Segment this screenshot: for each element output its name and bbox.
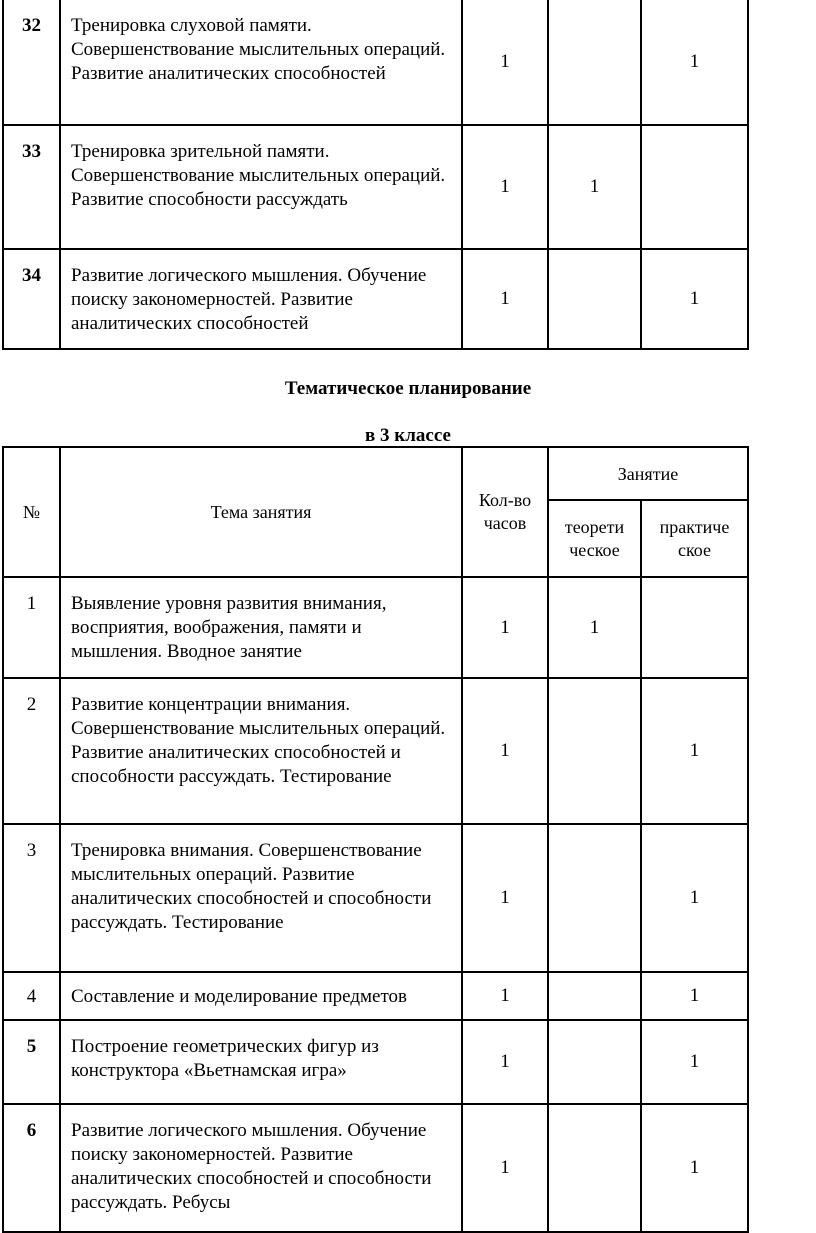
lesson-plan-table	[2, 446, 749, 1233]
row-topic: Тренировка слуховой памяти. Совершенствование мыслительных операций. Развитие аналитических способностей	[60, 0, 462, 125]
row-hours: 1	[462, 1020, 548, 1104]
row-practice: 1	[641, 1104, 748, 1232]
row-theory	[548, 972, 641, 1020]
table-row	[3, 678, 748, 824]
row-topic: Развитие логического мышления. Обучение поиску закономерностей. Развитие аналитических способностей и способности рассуждать. Ребусы	[60, 1104, 462, 1232]
row-number: 4	[3, 972, 60, 1020]
lesson-table-continued	[2, 0, 749, 350]
row-topic: Составление и моделирование предметов	[60, 972, 462, 1020]
row-theory	[548, 0, 641, 125]
table-row	[3, 972, 748, 1020]
row-theory	[548, 1104, 641, 1232]
row-theory	[548, 824, 641, 972]
row-theory: 1	[548, 577, 641, 678]
table-row	[3, 1104, 748, 1232]
row-theory	[548, 249, 641, 349]
row-theory: 1	[548, 125, 641, 249]
row-topic: Выявление уровня развития внимания, восприятия, воображения, памяти и мышления. Вводное занятие	[60, 577, 462, 678]
table-row	[3, 249, 748, 349]
row-hours: 1	[462, 577, 548, 678]
row-hours: 1	[462, 0, 548, 125]
row-hours: 1	[462, 249, 548, 349]
row-topic: Развитие логического мышления. Обучение поиску закономерностей. Развитие аналитических способностей	[60, 249, 462, 349]
row-number: 3	[3, 824, 60, 972]
row-practice: 1	[641, 0, 748, 125]
row-practice	[641, 125, 748, 249]
row-topic: Тренировка зрительной памяти. Совершенствование мыслительных операций. Развитие способности рассуждать	[60, 125, 462, 249]
row-topic: Построение геометрических фигур из конструктора «Вьетнамская игра»	[60, 1020, 462, 1104]
table-row	[3, 577, 748, 678]
row-hours: 1	[462, 824, 548, 972]
row-topic: Развитие концентрации внимания. Совершенствование мыслительных операций. Развитие аналитических способностей и способности рассуждать. Тестирование	[60, 678, 462, 824]
header-topic: Тема занятия	[60, 447, 462, 577]
row-hours: 1	[462, 125, 548, 249]
row-theory	[548, 1020, 641, 1104]
row-number: 5	[3, 1020, 60, 1104]
row-hours: 1	[462, 1104, 548, 1232]
header-number: №	[3, 447, 60, 577]
table-row	[3, 1020, 748, 1104]
header-practice: практиче ское	[641, 500, 748, 577]
row-number: 34	[3, 249, 60, 349]
header-hours: Кол-во часов	[462, 447, 548, 577]
table-row	[3, 824, 748, 972]
row-number: 1	[3, 577, 60, 678]
row-practice	[641, 577, 748, 678]
row-theory	[548, 678, 641, 824]
table-row	[3, 0, 748, 125]
header-lesson: Занятие	[548, 447, 748, 500]
row-practice: 1	[641, 678, 748, 824]
row-number: 33	[3, 125, 60, 249]
section-title: Тематическое планирование	[284, 378, 532, 399]
section-subtitle: в 3 классе	[365, 425, 451, 446]
row-practice: 1	[641, 972, 748, 1020]
header-theory: теорети ческое	[548, 500, 641, 577]
row-hours: 1	[462, 678, 548, 824]
row-number: 32	[3, 0, 60, 125]
row-number: 6	[3, 1104, 60, 1232]
row-topic: Тренировка внимания. Совершенствование мыслительных операций. Развитие аналитических способностей и способности рассуждать. Тестирование	[60, 824, 462, 972]
row-practice: 1	[641, 249, 748, 349]
row-practice: 1	[641, 1020, 748, 1104]
row-number: 2	[3, 678, 60, 824]
header-row	[3, 447, 748, 500]
row-practice: 1	[641, 824, 748, 972]
table-row	[3, 125, 748, 249]
row-hours: 1	[462, 972, 548, 1020]
